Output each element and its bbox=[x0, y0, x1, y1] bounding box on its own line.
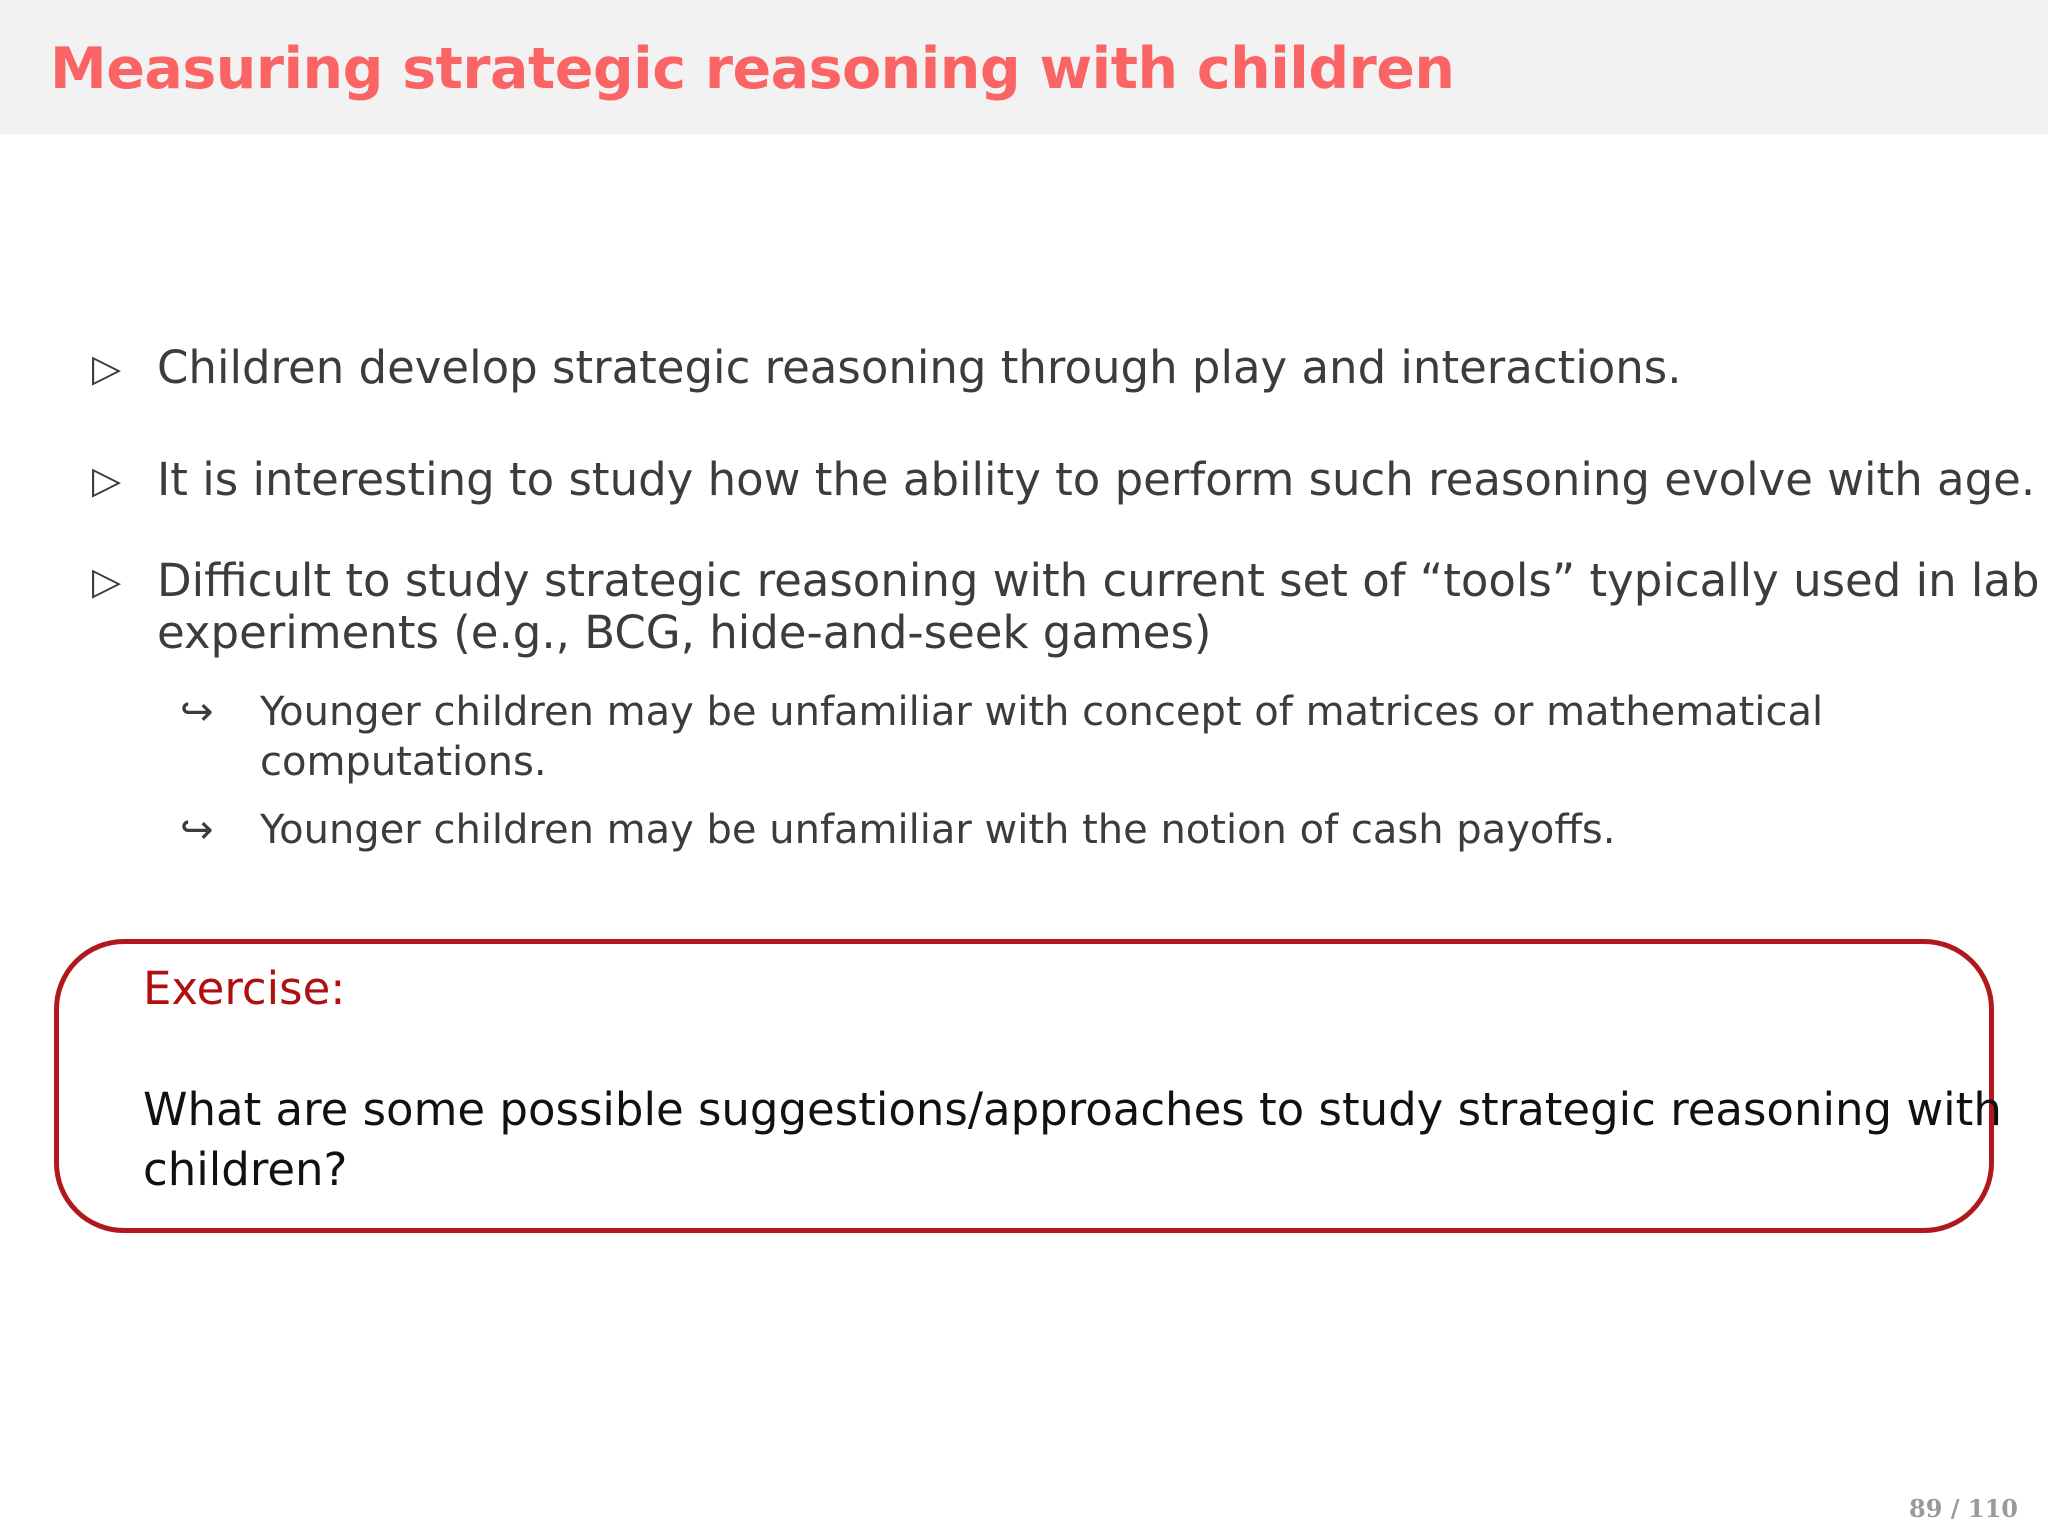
bullet-text: Difficult to study strategic reasoning with current set of “tools” typically used in lab bbox=[157, 554, 2040, 607]
exercise-question bbox=[143, 1080, 2002, 1200]
triangle-bullet-icon: ▷ bbox=[92, 458, 122, 502]
exercise-label: Exercise: bbox=[143, 962, 346, 1015]
slide-title: Measuring strategic reasoning with children bbox=[50, 36, 1455, 102]
bullet-text: It is interesting to study how the ability to perform such reasoning evolve with age. bbox=[157, 453, 2036, 506]
exercise-box bbox=[54, 939, 2002, 1233]
sub-bullet-text: computations. bbox=[260, 739, 547, 785]
triangle-bullet-icon: ▷ bbox=[92, 346, 122, 390]
sub-bullet-text: Younger children may be unfamiliar with the notion of cash payoffs. bbox=[260, 807, 1616, 853]
sub-bullet-text: Younger children may be unfamiliar with concept of matrices or mathematical bbox=[260, 689, 1824, 735]
triangle-bullet-icon: ▷ bbox=[92, 559, 122, 603]
title-bar bbox=[0, 0, 2048, 134]
page-number: 89 / 110 bbox=[1909, 1494, 2018, 1523]
exercise-question-line: children? bbox=[143, 1143, 348, 1196]
bullet-text: Children develop strategic reasoning through play and interactions. bbox=[157, 341, 1682, 394]
hook-arrow-icon: ↪ bbox=[180, 689, 214, 735]
bullet-text: experiments (e.g., BCG, hide-and-seek games) bbox=[157, 606, 1212, 659]
hook-arrow-icon: ↪ bbox=[180, 807, 214, 853]
exercise-question-line: What are some possible suggestions/approaches to study strategic reasoning with bbox=[143, 1083, 2002, 1136]
